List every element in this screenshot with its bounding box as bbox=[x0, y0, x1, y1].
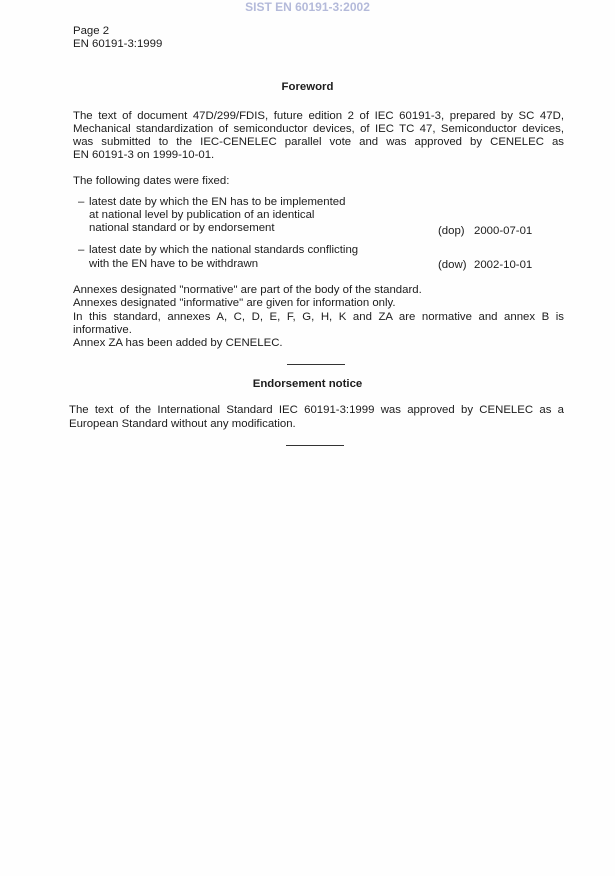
date-item-line: with the EN have to be withdrawn bbox=[89, 258, 259, 270]
date-code: (dop) bbox=[438, 225, 465, 237]
date-value: 2002-10-01 bbox=[474, 259, 533, 271]
foreword-line: EN 60191-3 on 1999-10-01. bbox=[73, 149, 215, 161]
document-id: EN 60191-3:1999 bbox=[73, 38, 163, 50]
foreword-line: Mechanical standardization of semiconductor devices, of IEC TC 47, Semiconductor devices, bbox=[73, 123, 564, 135]
foreword-line: The text of document 47D/299/FDIS, future edition 2 of IEC 60191-3, prepared by SC 47D, bbox=[73, 110, 564, 122]
foreword-title: Foreword bbox=[281, 81, 334, 93]
foreword-line: was submitted to the IEC-CENELEC parallel vote and was approved by CENELEC as bbox=[73, 136, 564, 148]
page-number: Page 2 bbox=[73, 25, 110, 37]
watermark: SIST EN 60191-3:2002 bbox=[245, 0, 370, 14]
annex-line: Annex ZA has been added by CENELEC. bbox=[73, 337, 283, 349]
date-code: (dow) bbox=[438, 259, 467, 271]
annex-line: Annexes designated "informative" are given for information only. bbox=[73, 297, 396, 309]
annex-line: informative. bbox=[73, 324, 132, 336]
date-item-line: at national level by publication of an identical bbox=[89, 209, 315, 221]
endorsement-title: Endorsement notice bbox=[252, 378, 363, 390]
annex-line: Annexes designated "normative" are part of the body of the standard. bbox=[73, 284, 422, 296]
date-item-line: latest date by which the EN has to be implemented bbox=[89, 196, 346, 208]
date-item-line: latest date by which the national standards conflicting bbox=[89, 244, 359, 256]
endorsement-line: European Standard without any modification. bbox=[69, 418, 296, 430]
dash-bullet: – bbox=[78, 196, 85, 208]
date-value: 2000-07-01 bbox=[474, 225, 533, 237]
endorsement-line: The text of the International Standard IEC 60191-3:1999 was approved by CENELEC as a bbox=[69, 404, 564, 416]
annex-line: In this standard, annexes A, C, D, E, F, G, H, K and ZA are normative and annex B is bbox=[73, 311, 564, 323]
dash-bullet: – bbox=[78, 244, 85, 256]
section-divider bbox=[287, 364, 345, 365]
date-item-line: national standard or by endorsement bbox=[89, 222, 275, 234]
section-divider bbox=[286, 445, 344, 446]
dates-intro: The following dates were fixed: bbox=[73, 175, 230, 187]
